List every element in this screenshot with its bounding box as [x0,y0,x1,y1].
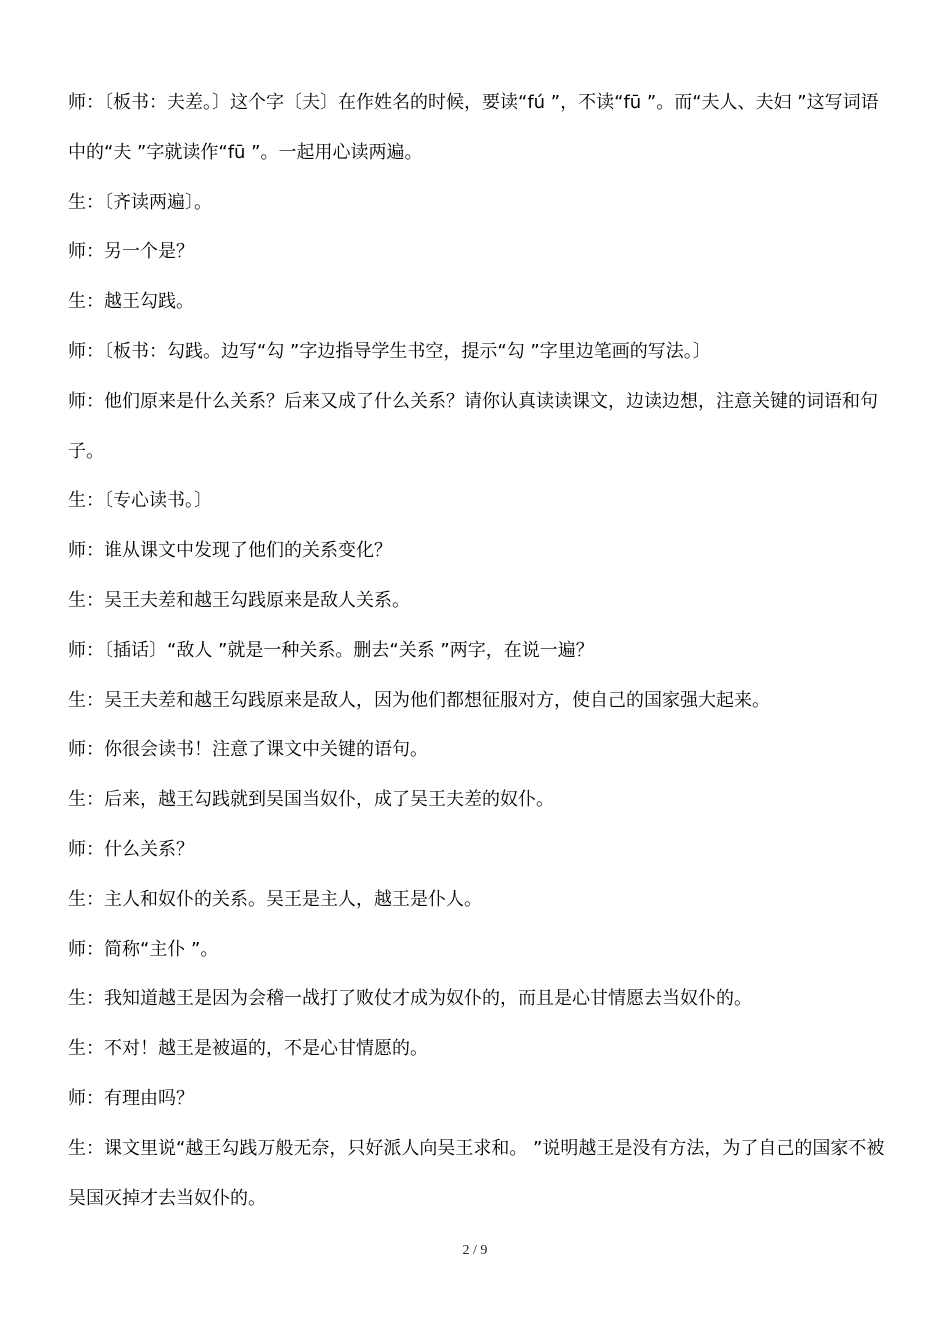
paragraph-1: 师：〔板书：夫差。〕这个字〔夫〕在作姓名的时候，要读“fú ”，不读“fū ”。而“夫人、夫妇 ”这写词语中的“夫 ”字就读作“fū ”。一起用心读两遍。 [68,92,879,163]
paragraph-14: 师：什么关系？ [68,838,194,860]
paragraph-5: 师：〔板书：勾践。边写“勾 ”字边指导学生书空，提示“勾 ”字里边笔画的写法。〕 [68,340,711,362]
paragraph-4: 生：越王勾践。 [68,291,194,313]
paragraph-20: 生：课文里说“越王勾践万般无奈，只好派人向吴王求和。 ”说明越王是没有方法，为了自己的国家不被吴国灭掉才去当奴仆的。 [68,1137,885,1209]
paragraph-7: 生：〔专心读书。〕 [68,490,212,512]
paragraph-19: 师：有理由吗？ [68,1087,194,1109]
paragraph-6: 师：他们原来是什么关系？后来又成了什么关系？请你认真读读课文，边读边想，注意关键的词语和句子。 [68,390,878,462]
paragraph-18: 生：不对！越王是被逼的，不是心甘情愿的。 [68,1038,428,1060]
paragraph-15: 生：主人和奴仆的关系。吴王是主人，越王是仆人。 [68,888,482,910]
paragraph-13: 生：后来，越王勾践就到吴国当奴仆，成了吴王夫差的奴仆。 [68,789,554,811]
paragraph-10: 师：〔插话〕“敌人 ”就是一种关系。删去“关系 ”两字，在说一遍？ [68,639,594,661]
paragraph-17: 生：我知道越王是因为会稽一战打了败仗才成为奴仆的，而且是心甘情愿去当奴仆的。 [68,988,752,1010]
page-number: 2 / 9 [462,1243,488,1258]
paragraph-11: 生：吴王夫差和越王勾践原来是敌人，因为他们都想征服对方，使自己的国家强大起来。 [68,689,770,711]
paragraph-16: 师：简称“主仆 ”。 [68,938,219,960]
paragraph-12: 师：你很会读书！注意了课文中关键的语句。 [68,739,428,761]
paragraph-2: 生：〔齐读两遍〕。 [68,191,212,213]
paragraph-9: 生：吴王夫差和越王勾践原来是敌人关系。 [68,589,410,611]
document-body [68,78,886,1223]
paragraph-3: 师：另一个是？ [68,241,194,263]
paragraph-8: 师：谁从课文中发现了他们的关系变化？ [68,540,392,562]
